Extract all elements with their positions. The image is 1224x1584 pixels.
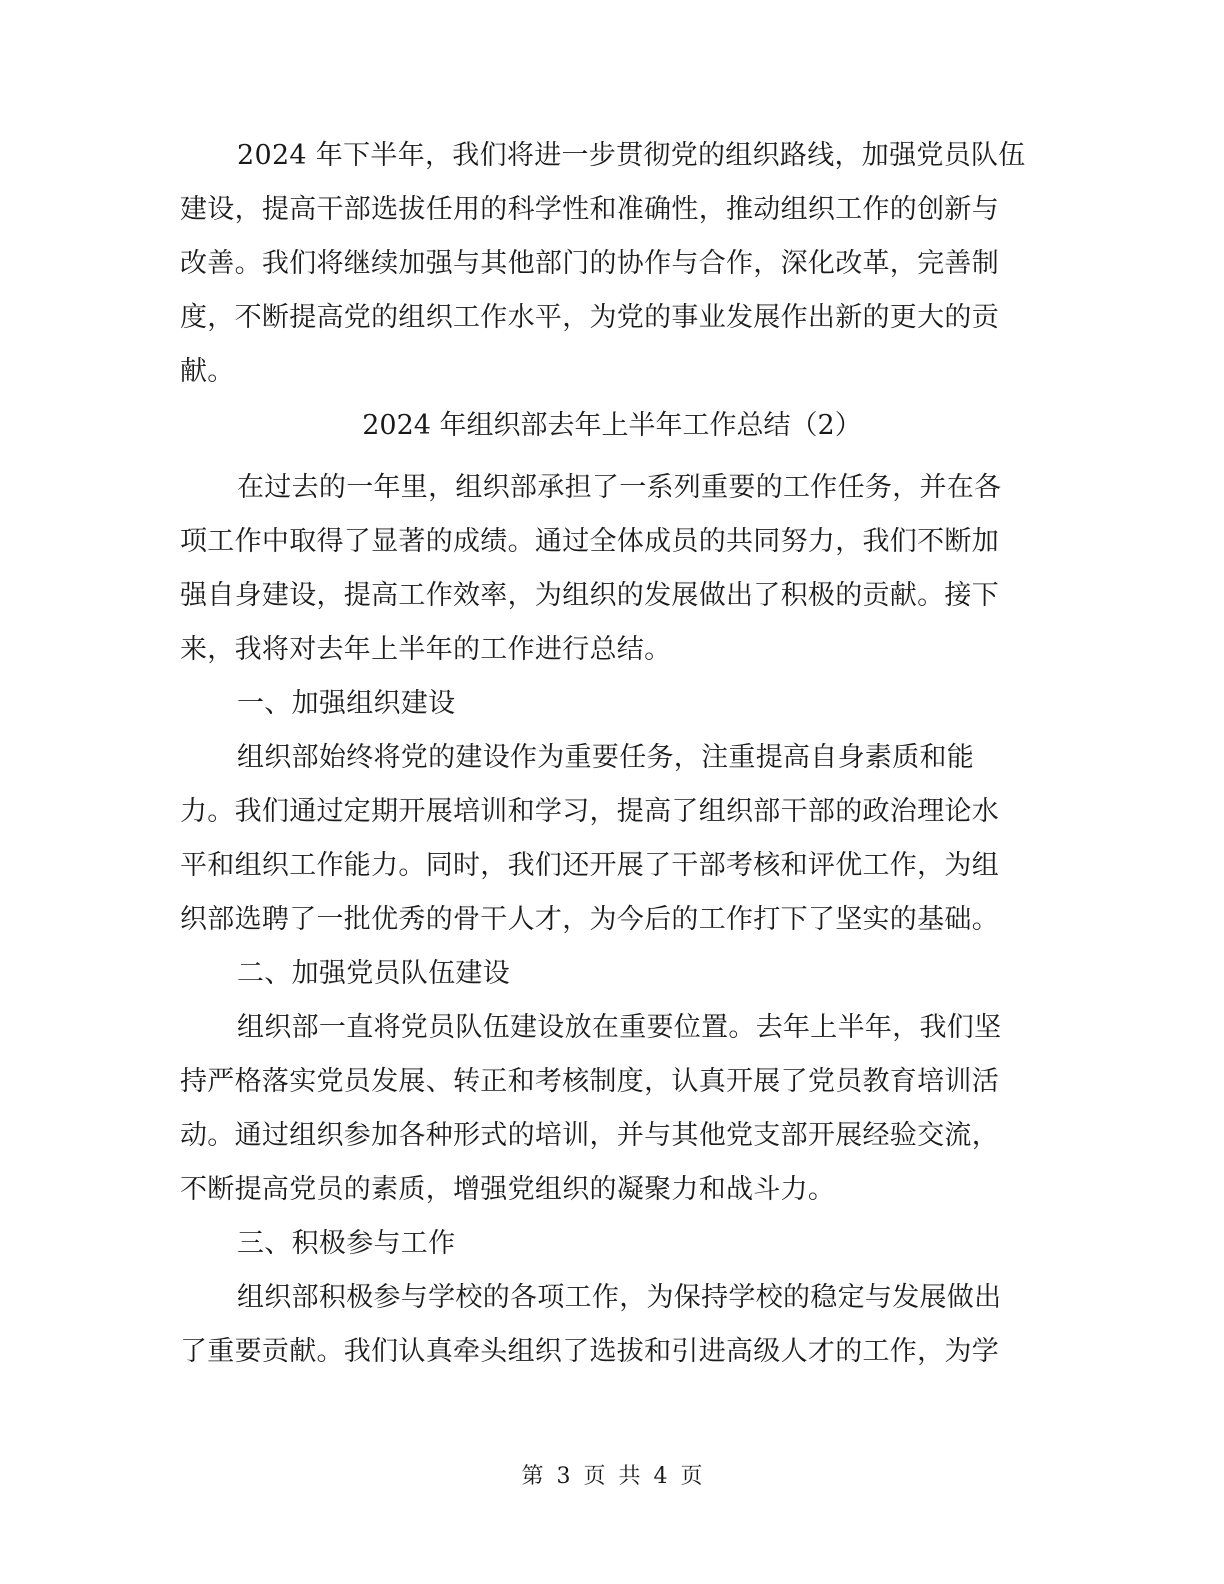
paragraph-line: 组织部一直将党员队伍建设放在重要位置。去年上半年，我们坚 bbox=[237, 1012, 1002, 1043]
paragraph-line: 动。通过组织参加各种形式的培训，并与其他党支部开展经验交流， bbox=[180, 1120, 999, 1151]
paragraph-line: 了重要贡献。我们认真牵头组织了选拔和引进高级人才的工作，为学 bbox=[180, 1336, 999, 1367]
subheading: 二、加强党员队伍建设 bbox=[237, 958, 510, 989]
paragraph-line: 力。我们通过定期开展培训和学习，提高了组织部干部的政治理论水 bbox=[180, 796, 999, 827]
paragraph-line: 持严格落实党员发展、转正和考核制度，认真开展了党员教育培训活 bbox=[180, 1066, 999, 1097]
paragraph-line: 织部选聘了一批优秀的骨干人才，为今后的工作打下了坚实的基础。 bbox=[180, 904, 999, 935]
section-title: 2024 年组织部去年上半年工作总结（2） bbox=[362, 410, 862, 441]
subheading: 一、加强组织建设 bbox=[237, 688, 456, 719]
paragraph-line: 平和组织工作能力。同时，我们还开展了干部考核和评优工作，为组 bbox=[180, 850, 999, 881]
paragraph-line: 献。 bbox=[180, 356, 235, 387]
paragraph-line: 建设，提高干部选拔任用的科学性和准确性，推动组织工作的创新与 bbox=[180, 194, 999, 225]
paragraph-line: 组织部始终将党的建设作为重要任务，注重提高自身素质和能 bbox=[237, 742, 975, 773]
paragraph-line: 不断提高党员的素质，增强党组织的凝聚力和战斗力。 bbox=[180, 1174, 836, 1205]
subheading: 三、积极参与工作 bbox=[237, 1228, 456, 1259]
paragraph-line: 强自身建设，提高工作效率，为组织的发展做出了积极的贡献。接下 bbox=[180, 580, 999, 611]
paragraph-line: 在过去的一年里，组织部承担了一系列重要的工作任务，并在各 bbox=[237, 472, 1002, 503]
paragraph-line: 来，我将对去年上半年的工作进行总结。 bbox=[180, 634, 672, 665]
paragraph-line: 组织部积极参与学校的各项工作，为保持学校的稳定与发展做出 bbox=[237, 1282, 1002, 1313]
paragraph-line: 改善。我们将继续加强与其他部门的协作与合作，深化改革，完善制 bbox=[180, 248, 999, 279]
paragraph-line: 度，不断提高党的组织工作水平，为党的事业发展作出新的更大的贡 bbox=[180, 302, 999, 333]
paragraph-line: 项工作中取得了显著的成绩。通过全体成员的共同努力，我们不断加 bbox=[180, 526, 999, 557]
page-number-footer: 第 3 页 共 4 页 bbox=[521, 1464, 703, 1489]
paragraph-line: 2024 年下半年，我们将进一步贯彻党的组织路线，加强党员队伍 bbox=[237, 140, 1026, 171]
